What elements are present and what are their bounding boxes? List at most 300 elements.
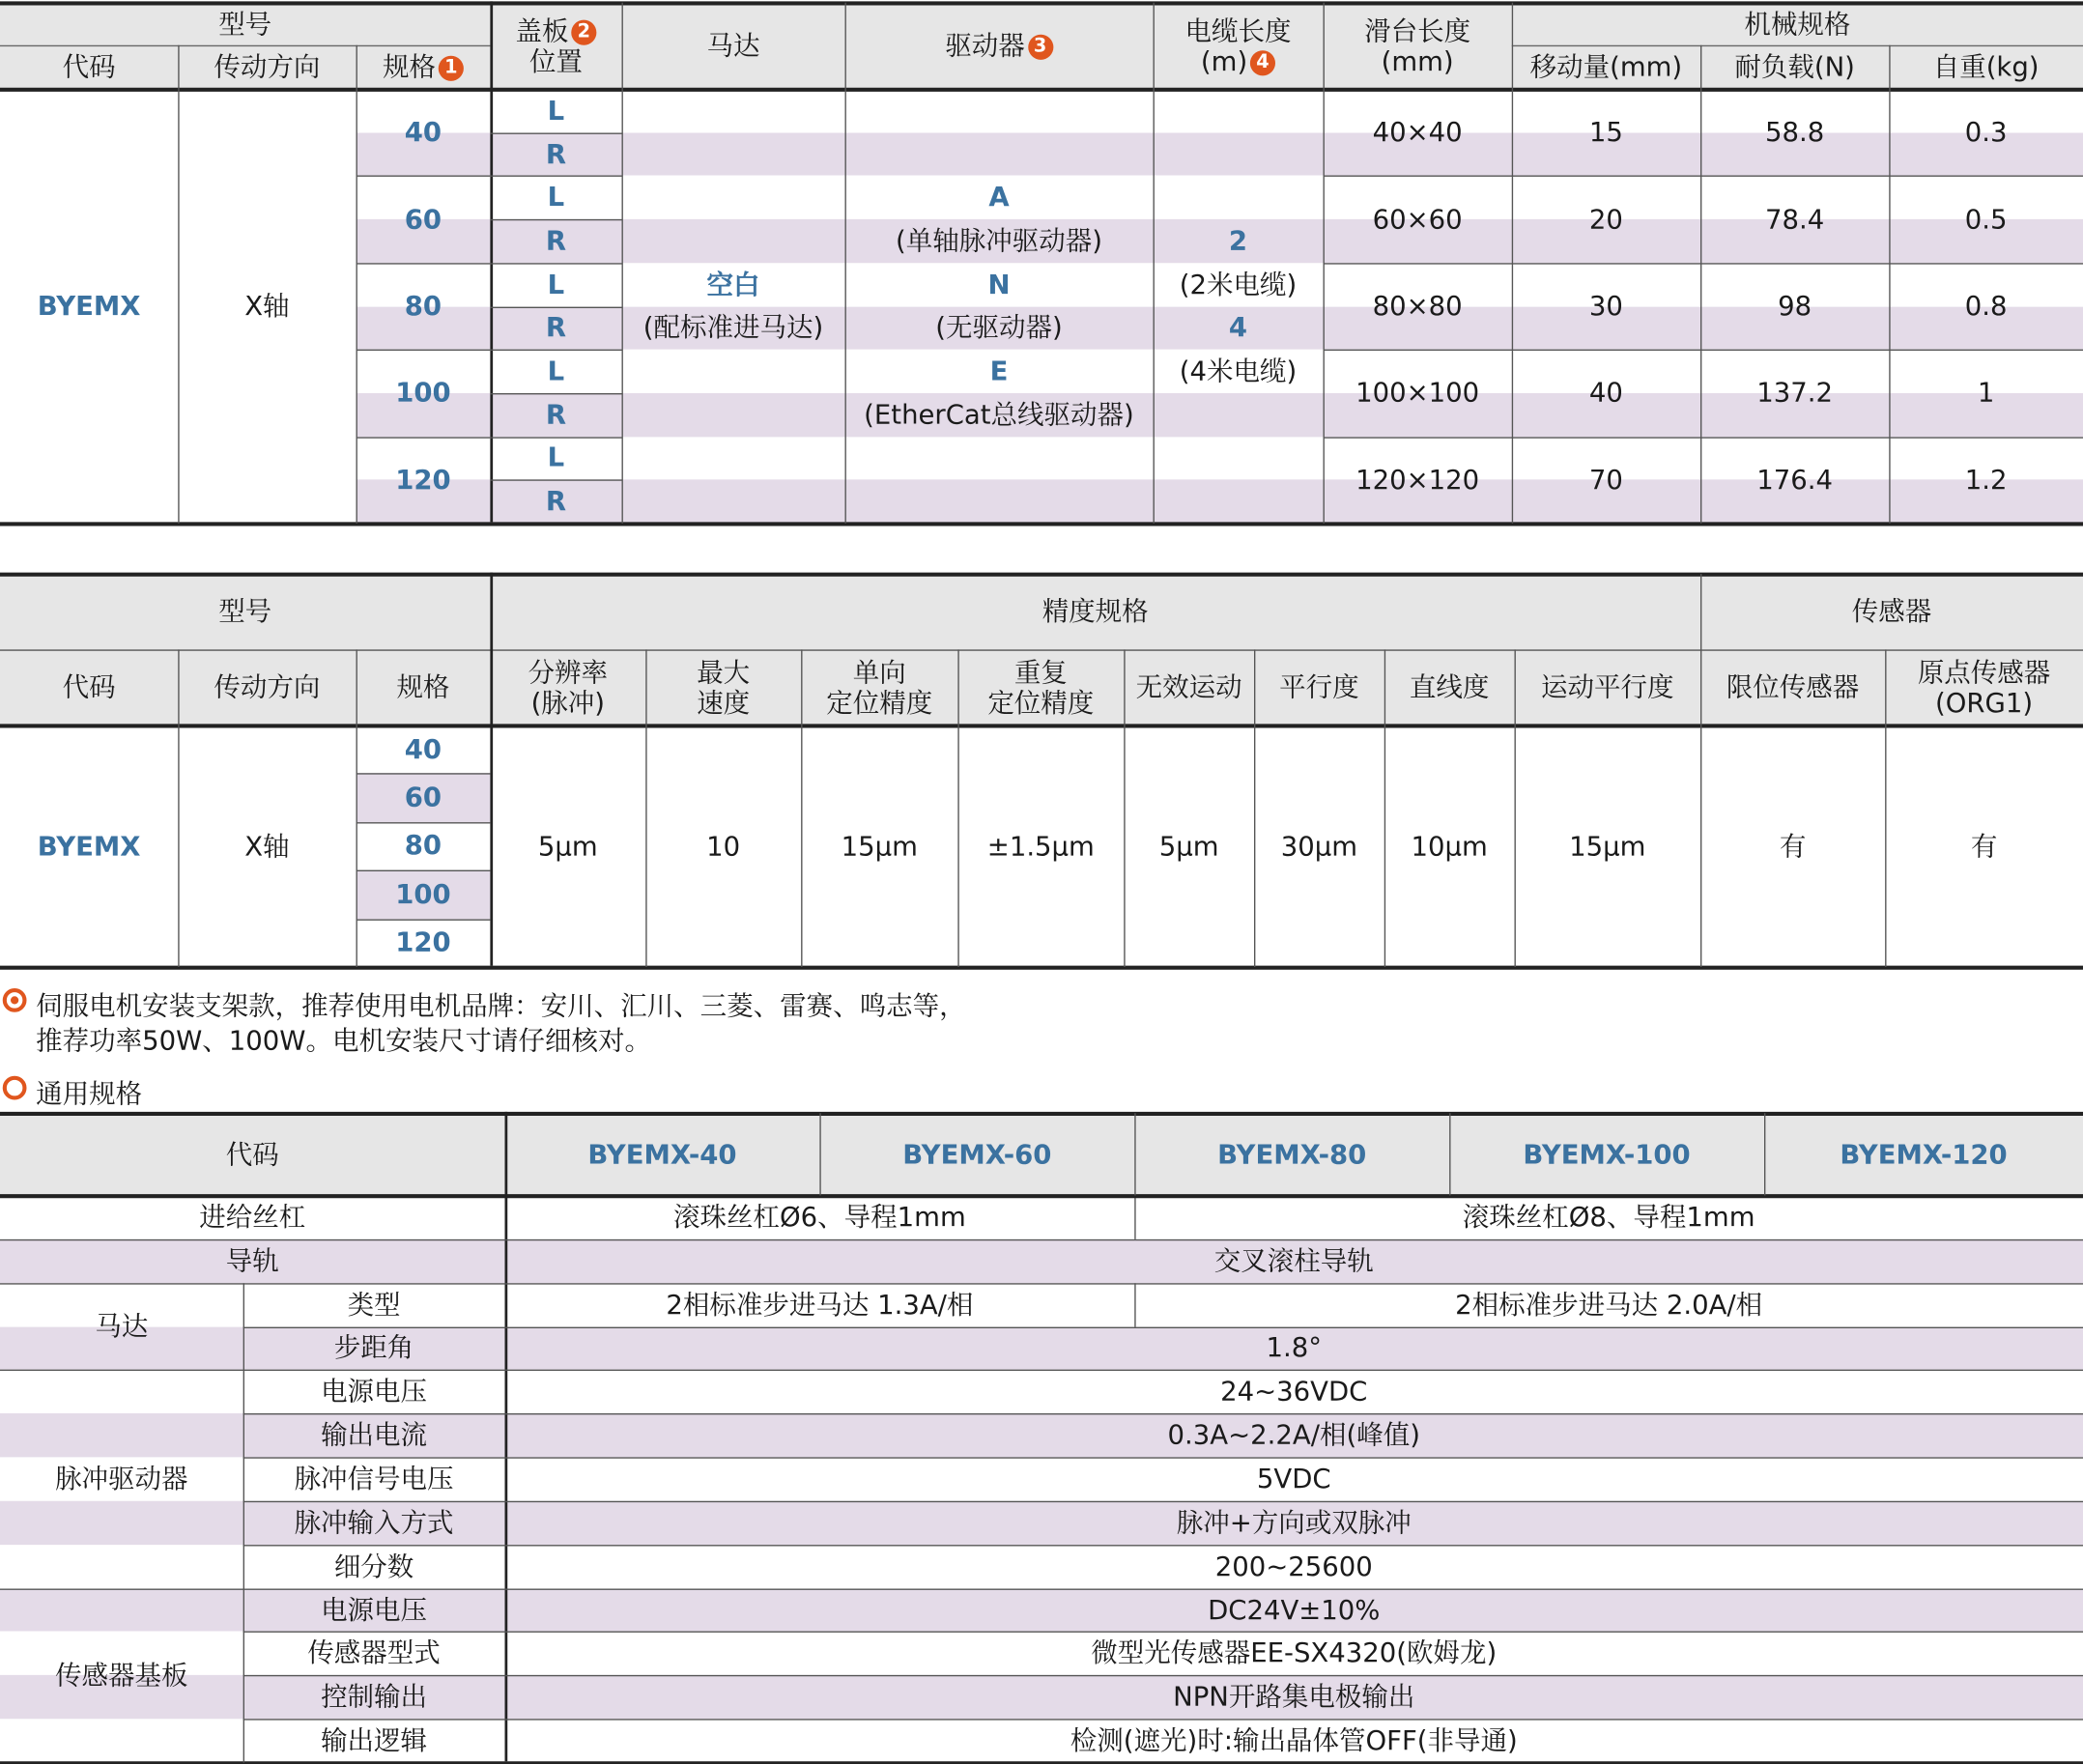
weight-cell: [1889, 350, 2083, 437]
cell-text: (m): [1201, 44, 1247, 76]
cell-line: [1455, 1290, 1762, 1321]
header-mech: [1512, 3, 2083, 45]
row-label: [243, 1370, 505, 1413]
cell-text: 耐负载(N): [1734, 50, 1855, 82]
number-badge-icon: 2: [571, 19, 596, 44]
value-cell: [1885, 726, 2083, 967]
section-title: 通用规格: [36, 1072, 142, 1111]
cell-line: [1780, 831, 1807, 862]
divider: [1324, 350, 2083, 351]
cell-text: L: [548, 268, 565, 299]
cell-text: 70: [1589, 464, 1623, 496]
cell-text: 细分数: [334, 1550, 414, 1581]
cell-text: 机械规格: [1744, 8, 1850, 40]
divider: [490, 176, 621, 177]
divider: [490, 132, 621, 133]
cell-line: [516, 15, 597, 46]
cell-line: [1136, 672, 1242, 703]
cell-text: 型号: [218, 595, 271, 627]
header-direction: [178, 649, 356, 725]
divider: [243, 1326, 2083, 1327]
slide-cell: [1324, 350, 1512, 437]
row-label: [243, 1283, 505, 1326]
cable-desc: [1154, 350, 1324, 393]
value-cell: [801, 726, 957, 967]
cell-line: [1159, 831, 1219, 862]
cell-line: [38, 291, 141, 322]
divider: [0, 573, 2083, 577]
cell-text: 传感器基板: [55, 1659, 188, 1691]
divider: [0, 724, 2083, 727]
cell-line: [546, 313, 566, 344]
divider: [957, 649, 958, 967]
cell-text: 15μm: [1569, 830, 1645, 862]
cell-line: [1778, 291, 1812, 322]
cell-text: 120×120: [1355, 464, 1479, 496]
spec-cell: [357, 726, 491, 774]
divider: [1134, 1196, 1135, 1239]
cell-line: [396, 672, 449, 703]
travel-cell: [1512, 176, 1700, 263]
cell-line: [546, 226, 566, 257]
cell-text: 有: [1780, 830, 1807, 862]
load-cell: [1700, 437, 1889, 524]
cell-text: 自重(kg): [1933, 50, 2040, 82]
cover-option-r: [490, 306, 621, 350]
divider: [357, 870, 491, 871]
cell-text: (EtherCat总线驱动器): [864, 398, 1134, 430]
cell-line: [1726, 672, 1860, 703]
divider: [801, 649, 802, 967]
cell-text: 移动量(mm): [1530, 50, 1683, 82]
cell-line: [1355, 378, 1479, 409]
cell-line: [697, 688, 750, 719]
cover-option-l: [490, 89, 621, 132]
cell-text: 15μm: [842, 830, 918, 862]
header-travel: [1512, 45, 1700, 89]
cell-line: [1852, 596, 1932, 627]
row-label: [243, 1501, 505, 1545]
cell-line: [1589, 291, 1623, 322]
cell-line: [383, 52, 464, 83]
cell-line: [666, 1290, 973, 1321]
cell-line: [1569, 831, 1645, 862]
header-driver: [845, 3, 1154, 89]
divider: [357, 774, 491, 775]
header-direction: [178, 45, 356, 89]
cell-line: [321, 1377, 427, 1408]
cell-line: [643, 313, 823, 344]
value-cell: [490, 726, 645, 967]
cell-line: [1756, 465, 1833, 496]
divider: [243, 1545, 2083, 1546]
cell-text: 电源电压: [321, 1593, 427, 1625]
cell-line: [528, 657, 609, 688]
cell-text: NPN开路集电极输出: [1173, 1681, 1414, 1713]
cell-line: [546, 400, 566, 431]
header-col: [490, 649, 645, 725]
cell-text: 15: [1589, 116, 1623, 148]
divider: [1764, 1113, 1765, 1195]
cell-line: [548, 96, 565, 127]
cell-line: [548, 442, 565, 473]
cable-desc: [1154, 263, 1324, 306]
cell-text: 定位精度: [987, 686, 1094, 718]
cell-text: 规格: [396, 670, 449, 702]
cell-line: [405, 204, 442, 235]
cell-line: [226, 1139, 279, 1170]
section-ring-icon: [3, 1076, 27, 1100]
header-col: [1384, 649, 1515, 725]
cell-text: 传感器: [1852, 595, 1932, 627]
cell-text: 微型光传感器EE-SX4320(欧姆龙): [1091, 1637, 1497, 1669]
cell-line: [321, 1420, 427, 1451]
cell-line: [226, 1245, 279, 1276]
cell-text: 盖板: [516, 14, 569, 45]
header-model-2: [1134, 1113, 1449, 1195]
cell-text: 98: [1778, 290, 1812, 322]
value-cell: [505, 1326, 2083, 1370]
cell-text: 10μm: [1411, 830, 1487, 862]
cell-text: 2: [1229, 224, 1247, 256]
cell-line: [529, 45, 583, 76]
cell-line: [1530, 52, 1683, 83]
cell-line: [1382, 45, 1454, 76]
divider: [243, 1501, 2083, 1502]
cell-text: 交叉滚柱导轨: [1214, 1244, 1374, 1276]
cell-text: R: [546, 224, 566, 256]
divider: [1512, 45, 2083, 46]
cell-line: [1208, 1595, 1380, 1626]
cell-text: BYEMX-60: [902, 1138, 1051, 1170]
cell-text: 马达: [707, 29, 760, 61]
cell-text: 137.2: [1756, 377, 1833, 409]
value-cell: [505, 1719, 2083, 1762]
number-badge-icon: 4: [1250, 50, 1275, 75]
divider: [490, 1, 493, 522]
cell-text: 传感器型式: [307, 1637, 441, 1669]
cell-text: 40×40: [1373, 116, 1463, 148]
cell-line: [987, 831, 1095, 862]
cell-text: 58.8: [1765, 116, 1824, 148]
cell-line: [1589, 117, 1623, 148]
cell-line: [945, 31, 1052, 62]
cell-line: [1965, 204, 2008, 235]
divider: [0, 1283, 2083, 1284]
cell-line: [1744, 9, 1850, 40]
cell-text: 空白: [707, 268, 760, 299]
divider: [845, 3, 846, 524]
divider: [490, 437, 621, 438]
divider: [1124, 649, 1125, 967]
cell-line: [1933, 52, 2040, 83]
cell-line: [902, 1139, 1051, 1170]
cell-text: (mm): [1382, 44, 1454, 76]
row-label: [243, 1545, 505, 1588]
header-model: [0, 3, 490, 45]
value-cell: [505, 1675, 2083, 1719]
divider: [1700, 45, 1701, 524]
row-label: [243, 1326, 505, 1370]
cell-line: [707, 270, 760, 300]
cell-text: 输出逻辑: [321, 1724, 427, 1756]
cell-text: R: [546, 485, 566, 517]
header-model: [0, 574, 490, 649]
value-cell: [505, 1545, 2083, 1588]
travel-cell: [1512, 350, 1700, 437]
cell-text: 10: [706, 830, 740, 862]
header-col: [1124, 649, 1254, 725]
cell-text: 80: [405, 290, 442, 322]
cell-line: [990, 356, 1009, 387]
cell-line: [896, 226, 1102, 257]
cell-text: BYEMX: [38, 290, 141, 322]
cell-text: 5μm: [1159, 830, 1219, 862]
divider: [0, 522, 2083, 526]
direction-cell: [178, 89, 356, 524]
cell-line: [38, 831, 141, 862]
cell-text: 滚珠丝杠Ø8、导程1mm: [1463, 1201, 1755, 1233]
divider: [490, 306, 621, 307]
header-load: [1700, 45, 1889, 89]
divider: [490, 219, 621, 220]
cell-line: [405, 734, 442, 765]
divider: [0, 1, 2083, 5]
cover-option-l: [490, 350, 621, 393]
divider: [1515, 649, 1516, 967]
cell-text: 限位传感器: [1726, 670, 1860, 702]
group-label: [0, 1283, 243, 1370]
header-col: [1700, 649, 1885, 725]
divider: [819, 1113, 820, 1195]
divider: [622, 3, 623, 524]
note-line-1: 伺服电机安装支架款，推荐使用电机品牌：安川、汇川、三菱、雷赛、鸣志等，: [36, 984, 966, 1023]
load-cell: [1700, 263, 1889, 350]
divider: [490, 573, 493, 966]
cell-text: (脉冲): [531, 686, 605, 718]
cell-text: 1: [1978, 377, 1995, 409]
cell-text: R: [546, 398, 566, 430]
cell-line: [1180, 356, 1297, 387]
divider: [243, 1719, 2083, 1720]
cell-line: [199, 1202, 305, 1233]
divider: [1324, 176, 2083, 177]
cell-text: L: [548, 181, 565, 213]
cell-text: L: [548, 441, 565, 473]
divider: [1885, 649, 1886, 967]
cell-line: [321, 1725, 427, 1756]
cell-text: 5VDC: [1257, 1463, 1331, 1494]
cell-text: (无驱动器): [935, 311, 1062, 343]
cell-line: [1589, 465, 1623, 496]
cell-text: (单轴脉冲驱动器): [896, 224, 1102, 256]
group-label: [0, 1588, 243, 1763]
travel-cell: [1512, 437, 1700, 524]
cell-line: [348, 1290, 401, 1321]
cell-line: [1541, 672, 1674, 703]
cell-text: 规格: [383, 50, 436, 82]
spec-cell: [357, 870, 491, 919]
divider: [0, 649, 2083, 650]
cell-line: [218, 596, 271, 627]
cell-line: [987, 688, 1094, 719]
cell-line: [546, 139, 566, 170]
cell-line: [1177, 1507, 1412, 1538]
cell-line: [1229, 313, 1247, 344]
cell-text: L: [548, 355, 565, 386]
divider: [0, 88, 2083, 92]
divider: [1254, 649, 1255, 967]
divider: [0, 1112, 2083, 1116]
cell-text: 传动方向: [214, 50, 320, 82]
header-motor: [622, 3, 845, 89]
weight-cell: [1889, 263, 2083, 350]
cell-line: [548, 356, 565, 387]
cell-line: [853, 657, 906, 688]
slide-cell: [1324, 437, 1512, 524]
cell-line: [1220, 1377, 1367, 1408]
header-code: [0, 1113, 505, 1195]
cell-text: 精度规格: [1042, 595, 1149, 627]
cell-text: BYEMX: [38, 830, 141, 862]
cell-line: [1215, 1551, 1373, 1582]
cell-text: E: [990, 355, 1009, 386]
spec-cell: [357, 89, 491, 176]
cell-text: 4: [1229, 311, 1247, 343]
cell-text: 型号: [218, 8, 271, 40]
header-code: [0, 45, 178, 89]
cell-text: 检测(遮光)时:输出晶体管OFF(非导通): [1070, 1724, 1518, 1756]
row-label: [243, 1675, 505, 1719]
spec-cell: [357, 350, 491, 437]
cell-text: 单向: [853, 656, 906, 688]
direction-cell: [178, 726, 356, 967]
cell-line: [1185, 15, 1292, 46]
cell-line: [63, 672, 116, 703]
divider: [243, 1413, 2083, 1414]
spec-cell: [357, 822, 491, 870]
cell-line: [1229, 226, 1247, 257]
value-cell: [1254, 726, 1384, 967]
cell-line: [1523, 1139, 1690, 1170]
value-cell: [1134, 1283, 2083, 1326]
cell-line: [707, 31, 760, 62]
cell-line: [1201, 45, 1275, 76]
cell-line: [395, 879, 450, 910]
divider: [243, 1283, 244, 1763]
cover-option-r: [490, 393, 621, 437]
value-cell: [505, 1588, 2083, 1632]
cell-text: 类型: [348, 1288, 401, 1320]
code-cell: [0, 89, 178, 524]
header-cable: [1154, 3, 1324, 89]
spec-cell: [357, 176, 491, 263]
row-label: [0, 1196, 505, 1239]
cell-line: [548, 270, 565, 300]
cell-text: (配标准进马达): [643, 311, 823, 343]
cell-line: [1217, 1139, 1366, 1170]
cell-text: 2相标准步进马达 2.0A/相: [1455, 1288, 1762, 1320]
note-line-2: 推荐功率50W、100W。电机安装尺寸请仔细核对。: [36, 1019, 651, 1058]
cell-text: 分辨率: [528, 656, 609, 688]
cell-line: [673, 1202, 966, 1233]
weight-cell: [1889, 437, 2083, 524]
header-model-0: [505, 1113, 820, 1195]
cell-line: [405, 291, 442, 322]
cell-text: 脉冲驱动器: [55, 1463, 188, 1494]
cell-line: [988, 183, 1009, 213]
divider: [243, 1632, 2083, 1633]
slide-cell: [1324, 176, 1512, 263]
cover-option-l: [490, 263, 621, 306]
divider: [1384, 649, 1385, 967]
driver-option: [845, 176, 1154, 219]
header-col: [1885, 649, 2083, 725]
bullet-icon: [3, 988, 27, 1012]
cell-text: 直线度: [1410, 670, 1490, 702]
divider: [1154, 3, 1155, 524]
divider: [1324, 263, 2083, 264]
cell-text: 60: [405, 203, 442, 235]
cell-text: 0.8: [1965, 290, 2008, 322]
cell-text: 重复: [1014, 656, 1068, 688]
divider: [0, 1194, 2083, 1198]
cell-line: [55, 1660, 188, 1691]
divider: [243, 1457, 2083, 1458]
divider: [1700, 574, 1701, 967]
travel-cell: [1512, 263, 1700, 350]
value-cell: [505, 1239, 2083, 1283]
cell-line: [405, 782, 442, 813]
cell-text: 电源电压: [321, 1376, 427, 1408]
divider: [357, 437, 491, 438]
divider: [645, 649, 646, 967]
header-col: [645, 649, 801, 725]
cell-line: [1965, 117, 2008, 148]
motor-desc: [622, 306, 845, 350]
cell-line: [405, 117, 442, 148]
cell-line: [538, 831, 598, 862]
header-col: [801, 649, 957, 725]
cell-line: [1971, 831, 1998, 862]
cell-text: 20: [1589, 203, 1623, 235]
value-cell: [957, 726, 1124, 967]
divider: [1449, 1113, 1450, 1195]
cell-line: [1589, 204, 1623, 235]
cell-text: 2相标准步进马达 1.3A/相: [666, 1288, 973, 1320]
cell-text: 原点传感器: [1918, 656, 2051, 688]
cell-text: (2米电缆): [1180, 268, 1297, 299]
cell-text: 脉冲信号电压: [295, 1463, 454, 1494]
spec-cell: [357, 437, 491, 524]
divider: [490, 263, 621, 264]
cell-text: 30: [1589, 290, 1623, 322]
divider: [1134, 1283, 1135, 1326]
cell-line: [1279, 672, 1359, 703]
cell-text: 200~25600: [1215, 1550, 1373, 1581]
header-model-3: [1449, 1113, 1764, 1195]
cell-line: [697, 657, 750, 688]
cell-line: [1935, 688, 2033, 719]
cell-line: [1918, 657, 2051, 688]
cell-line: [987, 270, 1010, 300]
value-cell: [505, 1457, 2083, 1500]
header-cover: [490, 3, 621, 89]
cell-text: N: [987, 268, 1010, 299]
cell-text: L: [548, 94, 565, 126]
cell-line: [295, 1507, 454, 1538]
cover-option-l: [490, 176, 621, 219]
